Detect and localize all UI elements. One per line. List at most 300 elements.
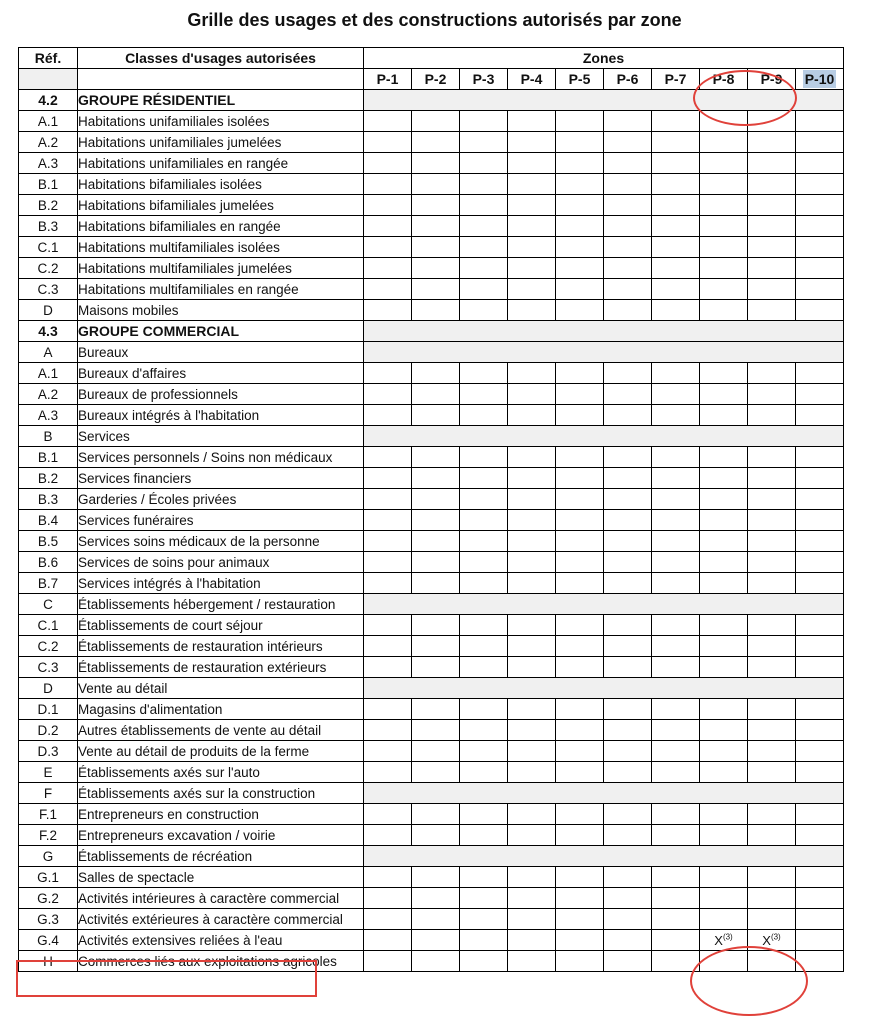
zone-cell	[652, 300, 700, 321]
zone-cell	[748, 573, 796, 594]
zone-cell	[604, 552, 652, 573]
row-label: Services de soins pour animaux	[78, 552, 364, 573]
zone-cell	[508, 468, 556, 489]
row-label: Établissements axés sur la construction	[78, 783, 364, 804]
row-label: GROUPE COMMERCIAL	[78, 321, 364, 342]
table-row	[19, 468, 844, 489]
zone-cell	[652, 489, 700, 510]
zone-cell	[556, 279, 604, 300]
zone-cell	[364, 825, 412, 846]
row-label: Magasins d'alimentation	[78, 699, 364, 720]
zone-cell	[604, 951, 652, 972]
table-row	[19, 783, 844, 804]
zone-cell	[508, 489, 556, 510]
zone-cell	[700, 762, 748, 783]
zone-cell	[364, 699, 412, 720]
zone-cell	[364, 111, 412, 132]
table-row	[19, 132, 844, 153]
zone-cell	[652, 888, 700, 909]
row-label: Habitations multifamiliales jumelées	[78, 258, 364, 279]
zone-cell	[412, 909, 460, 930]
zone-cell	[412, 237, 460, 258]
zone-cell	[508, 237, 556, 258]
zone-cell	[652, 111, 700, 132]
table-row	[19, 762, 844, 783]
table-row	[19, 909, 844, 930]
row-ref: D.1	[19, 699, 78, 720]
row-label: Bureaux d'affaires	[78, 363, 364, 384]
zone-cell	[364, 132, 412, 153]
table-row	[19, 552, 844, 573]
zone-cell	[460, 825, 508, 846]
group-row	[19, 321, 844, 342]
zone-cell	[508, 951, 556, 972]
zone-cell	[796, 867, 844, 888]
row-ref: A.2	[19, 384, 78, 405]
zone-cell	[604, 825, 652, 846]
row-ref: E	[19, 762, 78, 783]
shaded-zone-span	[364, 90, 844, 111]
zone-cell	[364, 489, 412, 510]
table-row	[19, 951, 844, 972]
zone-cell	[748, 153, 796, 174]
table-row	[19, 510, 844, 531]
zone-cell	[508, 573, 556, 594]
zone-cell	[364, 531, 412, 552]
zone-cell	[412, 867, 460, 888]
zone-cell	[508, 153, 556, 174]
row-ref: 4.3	[19, 321, 78, 342]
zone-cell	[508, 867, 556, 888]
zone-code-label: P-6	[616, 71, 639, 87]
table-row	[19, 426, 844, 447]
zone-cell	[796, 951, 844, 972]
zone-cell	[412, 111, 460, 132]
row-ref: D.3	[19, 741, 78, 762]
zone-cell	[364, 468, 412, 489]
zone-cell	[460, 384, 508, 405]
zone-cell	[748, 636, 796, 657]
zone-cell	[460, 909, 508, 930]
zone-cell	[364, 615, 412, 636]
zone-cell	[556, 174, 604, 195]
zone-cell	[556, 132, 604, 153]
shaded-zone-span	[364, 678, 844, 699]
zone-cell	[700, 825, 748, 846]
zone-cell	[364, 573, 412, 594]
zone-cell	[652, 720, 700, 741]
zone-cell	[556, 510, 604, 531]
zone-cell	[412, 363, 460, 384]
zone-cell	[796, 720, 844, 741]
zone-cell	[796, 237, 844, 258]
zone-cell	[412, 636, 460, 657]
zone-cell	[412, 174, 460, 195]
table-row	[19, 258, 844, 279]
row-label: Établissements de récréation	[78, 846, 364, 867]
row-label: Commerces liés aux exploitations agricoles	[78, 951, 364, 972]
zone-cell	[796, 531, 844, 552]
zone-cell	[508, 174, 556, 195]
zone-cell	[748, 552, 796, 573]
zone-cell	[556, 195, 604, 216]
zone-cell	[412, 930, 460, 951]
zone-cell	[460, 930, 508, 951]
zone-cell	[796, 174, 844, 195]
zone-header-p-5	[556, 69, 604, 90]
zone-cell	[364, 951, 412, 972]
row-ref: F.2	[19, 825, 78, 846]
row-label: Vente au détail de produits de la ferme	[78, 741, 364, 762]
zone-cell	[604, 384, 652, 405]
zone-cell	[508, 258, 556, 279]
row-label: Maisons mobiles	[78, 300, 364, 321]
table-row	[19, 153, 844, 174]
zone-cell	[700, 951, 748, 972]
zone-cell	[460, 216, 508, 237]
zone-cell	[796, 573, 844, 594]
zone-cell	[364, 384, 412, 405]
zone-header-p-3	[460, 69, 508, 90]
mark-note: (3)	[722, 932, 733, 942]
zone-cell	[604, 741, 652, 762]
row-ref: B.2	[19, 195, 78, 216]
zone-cell	[748, 363, 796, 384]
zone-cell	[460, 447, 508, 468]
zone-cell	[652, 216, 700, 237]
zone-cell	[796, 258, 844, 279]
zone-cell	[556, 111, 604, 132]
zone-cell	[412, 531, 460, 552]
row-label: Services funéraires	[78, 510, 364, 531]
zone-cell	[700, 132, 748, 153]
zone-cell	[652, 552, 700, 573]
table-row	[19, 846, 844, 867]
zone-cell	[556, 657, 604, 678]
zone-cell	[652, 699, 700, 720]
zone-cell	[652, 636, 700, 657]
zone-cell	[508, 804, 556, 825]
zone-cell	[604, 489, 652, 510]
zone-cell	[556, 153, 604, 174]
zone-cell	[556, 636, 604, 657]
table-row	[19, 720, 844, 741]
row-label: Activités intérieures à caractère commercial	[78, 888, 364, 909]
row-ref: B.6	[19, 552, 78, 573]
table-row	[19, 699, 844, 720]
zone-cell	[412, 489, 460, 510]
zone-cell	[412, 258, 460, 279]
table-row	[19, 405, 844, 426]
table-row	[19, 678, 844, 699]
zone-cell	[604, 636, 652, 657]
zone-cell	[700, 174, 748, 195]
row-ref: C.1	[19, 615, 78, 636]
zone-cell	[796, 552, 844, 573]
zone-cell	[556, 615, 604, 636]
zone-cell	[796, 279, 844, 300]
table-row	[19, 657, 844, 678]
zone-cell	[796, 510, 844, 531]
row-ref: C.2	[19, 636, 78, 657]
table-row	[19, 825, 844, 846]
zone-cell	[508, 720, 556, 741]
zone-cell	[364, 510, 412, 531]
zone-cell	[652, 951, 700, 972]
row-ref: B.5	[19, 531, 78, 552]
zone-cell	[796, 195, 844, 216]
zone-cell	[412, 951, 460, 972]
zone-cell	[700, 384, 748, 405]
zone-cell	[748, 615, 796, 636]
zone-cell	[796, 216, 844, 237]
table-row	[19, 174, 844, 195]
row-ref: B.7	[19, 573, 78, 594]
group-row	[19, 90, 844, 111]
table-row	[19, 195, 844, 216]
zone-cell	[604, 888, 652, 909]
zone-cell	[796, 615, 844, 636]
zone-cell	[796, 384, 844, 405]
zone-cell	[460, 804, 508, 825]
row-label: Services intégrés à l'habitation	[78, 573, 364, 594]
zone-cell	[508, 657, 556, 678]
zone-cell	[700, 405, 748, 426]
zone-cell	[700, 909, 748, 930]
zone-cell	[700, 615, 748, 636]
zone-cell	[796, 930, 844, 951]
zone-cell	[700, 930, 748, 951]
zone-cell	[556, 468, 604, 489]
zone-cell	[700, 363, 748, 384]
mark-symbol: X	[714, 932, 723, 948]
zone-cell	[556, 405, 604, 426]
table-row	[19, 804, 844, 825]
zone-cell	[700, 258, 748, 279]
table-row	[19, 741, 844, 762]
zone-cell	[748, 174, 796, 195]
zone-cell	[796, 825, 844, 846]
zone-cell	[556, 489, 604, 510]
zone-cell	[748, 888, 796, 909]
row-ref: C.1	[19, 237, 78, 258]
zone-cell	[556, 552, 604, 573]
zone-cell	[412, 447, 460, 468]
zone-cell	[748, 699, 796, 720]
zone-cell	[460, 489, 508, 510]
row-label: Autres établissements de vente au détail	[78, 720, 364, 741]
zone-cell	[364, 888, 412, 909]
zone-code-label: P-9	[760, 71, 783, 87]
zone-cell	[604, 510, 652, 531]
zone-cell	[412, 573, 460, 594]
zone-cell	[748, 804, 796, 825]
zone-cell	[508, 279, 556, 300]
zone-header-p-8	[700, 69, 748, 90]
zone-cell	[748, 825, 796, 846]
zone-cell	[556, 909, 604, 930]
row-ref: G.4	[19, 930, 78, 951]
zone-cell	[604, 237, 652, 258]
zone-cell	[460, 720, 508, 741]
zone-cell	[604, 867, 652, 888]
zone-cell	[796, 909, 844, 930]
zone-code-label: P-1	[376, 71, 399, 87]
zone-cell	[700, 279, 748, 300]
zone-cell	[508, 930, 556, 951]
zone-cell	[412, 468, 460, 489]
row-label: Établissements hébergement / restauration	[78, 594, 364, 615]
zone-cell	[652, 279, 700, 300]
zone-cell	[796, 300, 844, 321]
zone-cell	[748, 111, 796, 132]
shaded-zone-span	[364, 321, 844, 342]
ref-header-blank	[19, 69, 78, 90]
zone-cell	[604, 804, 652, 825]
zone-code-label: P-4	[520, 71, 543, 87]
zone-cell	[748, 447, 796, 468]
zone-cell	[508, 132, 556, 153]
zone-cell	[700, 447, 748, 468]
row-ref: 4.2	[19, 90, 78, 111]
row-ref: C.2	[19, 258, 78, 279]
zone-cell	[460, 405, 508, 426]
zone-cell	[412, 405, 460, 426]
zone-cell	[460, 699, 508, 720]
zone-cell	[412, 888, 460, 909]
row-ref: B.4	[19, 510, 78, 531]
row-label: Services financiers	[78, 468, 364, 489]
zone-cell	[652, 825, 700, 846]
zone-cell	[556, 531, 604, 552]
zone-cell	[796, 657, 844, 678]
zone-cell	[652, 384, 700, 405]
zone-cell	[556, 300, 604, 321]
zone-cell	[796, 804, 844, 825]
zone-cell	[556, 258, 604, 279]
zone-cell	[604, 720, 652, 741]
zone-cell	[652, 153, 700, 174]
shaded-zone-span	[364, 783, 844, 804]
zone-cell	[412, 720, 460, 741]
zone-cell	[412, 132, 460, 153]
zone-cell	[364, 237, 412, 258]
zone-header-p-6	[604, 69, 652, 90]
zone-cell	[604, 111, 652, 132]
zone-cell	[364, 909, 412, 930]
zone-cell	[796, 405, 844, 426]
zone-cell	[652, 531, 700, 552]
zone-cell	[700, 573, 748, 594]
zone-cell	[412, 300, 460, 321]
zone-cell	[364, 930, 412, 951]
zone-cell	[748, 384, 796, 405]
zone-cell	[460, 195, 508, 216]
zone-cell	[364, 279, 412, 300]
table-row	[19, 573, 844, 594]
zone-cell	[412, 741, 460, 762]
zone-cell	[700, 510, 748, 531]
zone-cell	[508, 531, 556, 552]
zone-cell	[796, 132, 844, 153]
zone-cell	[364, 552, 412, 573]
row-ref: A.3	[19, 153, 78, 174]
zone-cell	[748, 741, 796, 762]
table-row	[19, 300, 844, 321]
zone-cell	[652, 405, 700, 426]
zone-cell	[604, 363, 652, 384]
zone-cell	[364, 636, 412, 657]
row-label: Établissements de restauration extérieurs	[78, 657, 364, 678]
zone-cell	[412, 825, 460, 846]
zone-code-label: P-10	[804, 71, 835, 87]
zone-cell	[364, 216, 412, 237]
zone-cell	[412, 216, 460, 237]
zone-cell	[604, 531, 652, 552]
table-row	[19, 342, 844, 363]
zone-cell	[604, 615, 652, 636]
zone-cell	[364, 153, 412, 174]
page-title: Grille des usages et des constructions autorisés par zone	[187, 10, 682, 30]
zone-cell	[700, 531, 748, 552]
zone-cell	[652, 510, 700, 531]
zone-cell	[748, 510, 796, 531]
row-ref: B.3	[19, 216, 78, 237]
row-label: Habitations multifamiliales isolées	[78, 237, 364, 258]
row-label: Habitations bifamiliales en rangée	[78, 216, 364, 237]
zone-cell	[412, 552, 460, 573]
zone-cell	[700, 468, 748, 489]
zone-cell	[364, 804, 412, 825]
zone-cell	[556, 447, 604, 468]
zone-cell	[700, 888, 748, 909]
row-label: Activités extérieures à caractère commercial	[78, 909, 364, 930]
table-row	[19, 636, 844, 657]
row-ref: G	[19, 846, 78, 867]
zone-cell	[700, 699, 748, 720]
zone-cell	[796, 741, 844, 762]
zone-cell	[604, 573, 652, 594]
zone-cell	[652, 741, 700, 762]
row-ref: A.1	[19, 111, 78, 132]
zone-code-label: P-7	[664, 71, 687, 87]
zone-cell	[748, 909, 796, 930]
row-label: Habitations unifamiliales en rangée	[78, 153, 364, 174]
zone-cell	[508, 699, 556, 720]
zone-cell	[604, 258, 652, 279]
zone-cell	[364, 258, 412, 279]
authorized-mark	[714, 933, 732, 948]
zone-cell	[556, 825, 604, 846]
zone-cell	[748, 258, 796, 279]
zone-cell	[748, 930, 796, 951]
zone-cell	[604, 468, 652, 489]
zone-cell	[796, 468, 844, 489]
zone-cell	[796, 111, 844, 132]
row-ref: F	[19, 783, 78, 804]
zone-code-label: P-8	[712, 71, 735, 87]
zone-cell	[796, 363, 844, 384]
zone-cell	[748, 489, 796, 510]
zone-cell	[748, 216, 796, 237]
row-ref: G.3	[19, 909, 78, 930]
table-row	[19, 216, 844, 237]
ref-header: Réf.	[19, 48, 78, 69]
row-label: Garderies / Écoles privées	[78, 489, 364, 510]
zone-cell	[460, 468, 508, 489]
zone-cell	[460, 615, 508, 636]
zone-cell	[364, 657, 412, 678]
